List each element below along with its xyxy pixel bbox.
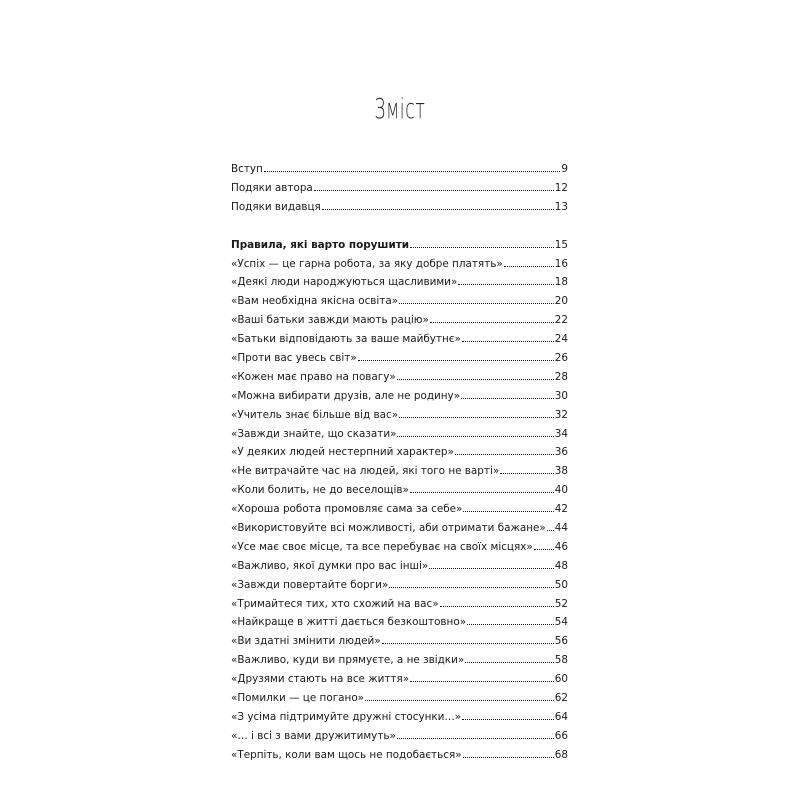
dot-leader (500, 464, 554, 474)
toc-entry-label: «Усе має своє місце, та все перебуває на своїх місцях» (231, 540, 533, 553)
dot-leader (382, 634, 554, 644)
toc-entry-label: «Найкраще в житті дається безкоштовно» (231, 616, 467, 629)
toc-entry-page: 52 (554, 597, 568, 610)
dot-leader (458, 275, 553, 285)
toc-entry-page: 46 (554, 540, 568, 553)
toc-entry (231, 255, 568, 274)
toc-entry (231, 727, 568, 746)
toc-entry-label: «Використовуйте всі можливості, аби отримати бажане» (231, 522, 546, 535)
toc-entry-label: «У деяких людей нестерпний характер» (231, 446, 454, 459)
toc-entry-label: «Друзями стають на все життя» (231, 673, 410, 686)
toc-entry-page: 64 (554, 710, 568, 723)
toc-entry-label: «Успіх — це гарна робота, за яку добре платять» (231, 257, 503, 270)
toc-entry-page: 26 (554, 352, 568, 365)
toc-entry (231, 368, 568, 387)
toc-entry (231, 651, 568, 670)
toc-entry (231, 179, 568, 198)
toc-entry-page: 20 (554, 295, 568, 308)
toc-entry (231, 519, 568, 538)
dot-leader (455, 445, 554, 455)
toc-entry-page: 44 (554, 522, 568, 535)
toc-entry (231, 557, 568, 576)
toc-entry-page: 68 (554, 748, 568, 761)
toc-entry (231, 746, 568, 765)
toc-entry-page: 50 (554, 578, 568, 591)
toc-entry-label: «З усіма підтримуйте дружні стосунки…» (231, 710, 462, 723)
dot-leader (410, 672, 554, 682)
toc-entry-label: Вступ (231, 163, 263, 175)
toc-entry-page: 30 (554, 389, 568, 402)
toc-entry-page: 58 (554, 654, 568, 667)
toc-entry (231, 613, 568, 632)
toc-entry (231, 330, 568, 349)
toc-entry-label: «Ви здатні змінити людей» (231, 635, 381, 648)
dot-leader (399, 408, 554, 418)
dot-leader (467, 615, 554, 625)
toc-entry (231, 425, 568, 444)
section-heading-page: 15 (554, 238, 568, 251)
toc-entry-page: 13 (554, 200, 568, 213)
toc-entry (231, 292, 568, 311)
dot-leader (462, 332, 554, 342)
toc-entry (231, 160, 568, 179)
toc-entry-page: 16 (554, 257, 568, 270)
dot-leader (534, 540, 554, 550)
dot-leader (430, 313, 554, 323)
toc-entry (231, 443, 568, 462)
dot-leader (504, 257, 554, 267)
dot-leader (463, 502, 553, 512)
toc-entry-label: «Коли болить, не до веселощів» (231, 484, 409, 497)
toc-entry-page: 40 (554, 484, 568, 497)
toc-entry-label: «Завжди знайте, що сказати» (231, 427, 397, 440)
toc-entry-page: 62 (554, 692, 568, 705)
toc-entry (231, 387, 568, 406)
toc-entry-label: «Помилки — це погано» (231, 692, 365, 705)
toc-entry (231, 595, 568, 614)
toc-entry (231, 406, 568, 425)
toc-entry-page: 18 (554, 276, 568, 289)
dot-leader (429, 559, 554, 569)
toc-entry (231, 689, 568, 708)
section-heading-label: Правила, які варто порушити (231, 238, 410, 251)
toc-entry-page: 24 (554, 333, 568, 346)
dot-leader (463, 748, 554, 758)
toc-entry-label: Подяки видавця (231, 200, 321, 213)
dot-leader (462, 710, 554, 720)
section-heading (231, 236, 568, 255)
toc-entry (231, 670, 568, 689)
toc-entry-label: «Важливо, якої думки про вас інші» (231, 559, 429, 572)
section-gap (231, 217, 568, 236)
toc-entry (231, 576, 568, 595)
toc-entry-page: 66 (554, 729, 568, 742)
toc-entry-label: Подяки автора (231, 181, 313, 194)
dot-leader (358, 351, 554, 361)
toc-entry-page: 28 (554, 370, 568, 383)
dot-leader (264, 162, 561, 172)
toc-entry-page: 38 (554, 465, 568, 478)
toc-entry (231, 708, 568, 727)
toc-entry-page: 54 (554, 616, 568, 629)
dot-leader (322, 200, 554, 210)
toc-entry-page: 12 (554, 181, 568, 194)
toc-entry (231, 500, 568, 519)
toc-entry-label: «Кожен має право на повагу» (231, 370, 396, 383)
toc-entry-label: «Вам необхідна якісна освіта» (231, 295, 399, 308)
toc-entry-page: 9 (561, 163, 568, 175)
toc-entry (231, 632, 568, 651)
dot-leader (465, 653, 554, 663)
dot-leader (389, 578, 554, 588)
dot-leader (410, 238, 554, 248)
rules-list (231, 255, 568, 765)
dot-leader (547, 521, 554, 531)
toc-entry (231, 273, 568, 292)
toc-entry-label: «Проти вас увесь світ» (231, 352, 357, 365)
intro-section (231, 160, 568, 217)
toc-entry (231, 349, 568, 368)
dot-leader (397, 427, 553, 437)
toc-entry-page: 22 (554, 314, 568, 327)
toc-entry-label: «Батьки відповідають за ваше майбутнє» (231, 333, 461, 346)
dot-leader (397, 370, 554, 380)
toc-entry-label: «Можна вибирати друзів, але не родину» (231, 389, 461, 402)
toc-entry-page: 60 (554, 673, 568, 686)
toc-entry-label: «Учитель знає більше від вас» (231, 408, 399, 421)
toc-entry-page: 36 (554, 446, 568, 459)
toc-entry (231, 198, 568, 217)
toc-entry-label: «Ваші батьки завжди мають рацію» (231, 314, 429, 327)
toc-entry-page: 32 (554, 408, 568, 421)
dot-leader (410, 483, 554, 493)
dot-leader (397, 729, 554, 739)
toc-entry-label: «Важливо, куди ви прямуєте, а не звідки» (231, 654, 465, 667)
dot-leader (461, 389, 554, 399)
page-title: Зміст (374, 92, 426, 125)
toc-entry-label: «… і всі з вами дружитимуть» (231, 729, 396, 742)
dot-leader (365, 691, 554, 701)
toc-entry (231, 481, 568, 500)
toc-entry-label: «Завжди повертайте борги» (231, 578, 389, 591)
toc-entry-page: 48 (554, 559, 568, 572)
toc-entry-label: «Терпіть, коли вам щось не подобається» (231, 748, 462, 761)
toc-entry-page: 56 (554, 635, 568, 648)
toc-entry-label: «Не витрачайте час на людей, які того не варті» (231, 465, 500, 478)
toc-entry (231, 538, 568, 557)
toc-entry (231, 462, 568, 481)
dot-leader (314, 181, 554, 191)
toc-entry-page: 42 (554, 503, 568, 516)
toc-entry-label: «Тримайтеся тих, хто схожий на вас» (231, 597, 439, 610)
toc-entry (231, 311, 568, 330)
dot-leader (399, 294, 554, 304)
toc-entry-label: «Деякі люди народжуються щасливими» (231, 276, 458, 289)
table-of-contents (231, 160, 568, 765)
dot-leader (440, 597, 554, 607)
toc-entry-page: 34 (554, 427, 568, 440)
toc-entry-label: «Хороша робота промовляє сама за себе» (231, 503, 463, 516)
